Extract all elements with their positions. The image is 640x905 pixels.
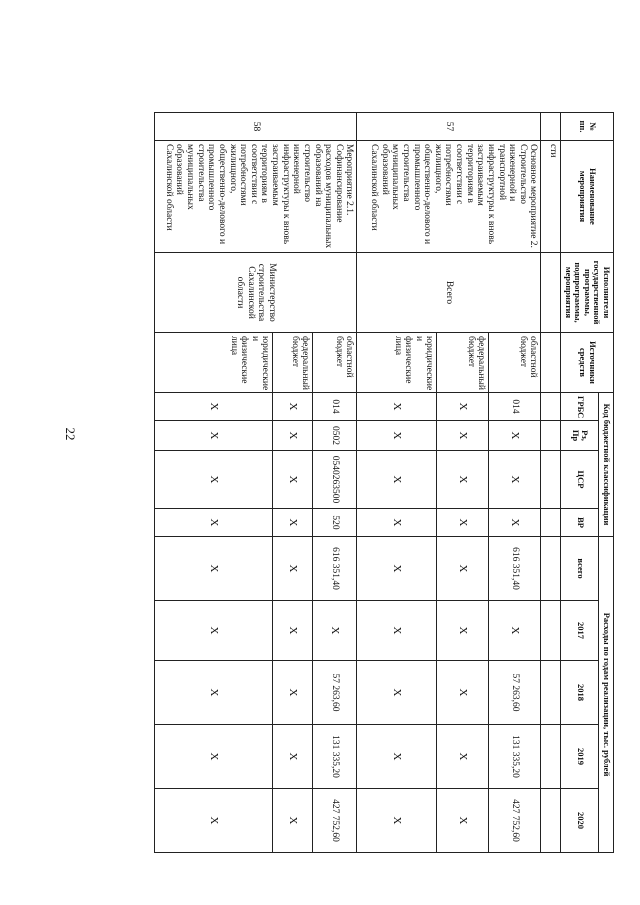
- cell-grbs: X: [273, 393, 313, 421]
- cell-rzpr: X: [489, 421, 541, 451]
- header-vr: ВР: [561, 509, 599, 537]
- cell-total: X: [437, 537, 489, 601]
- cell-rzpr: X: [155, 421, 273, 451]
- row-name: Основное мероприятие 2. Строительство инженерной и транспортной инфраструктуры к вновь застраиваемым территориям в соответствии с потребностями жилищного, общественно-делового и промышленного строительства муниципальных образований Сахалинской области: [357, 141, 541, 253]
- cell-csr: X: [489, 451, 541, 509]
- cell-2020: X: [155, 789, 273, 853]
- row-name: Мероприятие 2.1. Софинансирование расходов муниципальных образований на строительство инженерной инфраструктуры к вновь застраиваемым территориям в соответствии с потребностями жилищного, общественно-делового и промышленного строительства муниципальных образований Сахалинской области: [155, 141, 357, 253]
- row-source: областной бюджет: [489, 333, 541, 393]
- cell-2019: X: [437, 725, 489, 789]
- row-executor: Министерство строительства Сахалинской области: [155, 253, 357, 333]
- cell-2017: X: [155, 601, 273, 661]
- cell-grbs: X: [437, 393, 489, 421]
- cell-vr: X: [357, 509, 437, 537]
- row-number: 58: [155, 113, 357, 141]
- cell-2019: 131 335,20: [313, 725, 357, 789]
- continuation-text: сти: [541, 141, 561, 253]
- continuation-row: [541, 113, 561, 853]
- cell-vr: X: [437, 509, 489, 537]
- cell-total: 616 351,40: [489, 537, 541, 601]
- header-budget-code: Код бюджетной классификации: [599, 393, 614, 537]
- cell-2017: X: [357, 601, 437, 661]
- cell-vr: X: [489, 509, 541, 537]
- cell-csr: 0540263500: [313, 451, 357, 509]
- cell-csr: X: [357, 451, 437, 509]
- cell-2019: 131 335,20: [489, 725, 541, 789]
- cell-vr: 520: [313, 509, 357, 537]
- page-number: 22: [63, 427, 78, 441]
- row-source: федеральный бюджет: [437, 333, 489, 393]
- header-expenses: Расходы по годам реализации, тыс. рублей: [599, 537, 614, 853]
- cell-2018: X: [273, 661, 313, 725]
- header-2019: 2019: [561, 725, 599, 789]
- cell-total: 616 351,40: [313, 537, 357, 601]
- cell-2020: X: [273, 789, 313, 853]
- cell-2019: X: [155, 725, 273, 789]
- cell-2018: X: [155, 661, 273, 725]
- cell-total: X: [273, 537, 313, 601]
- cell-2018: 57 263,60: [313, 661, 357, 725]
- cell-2017: X: [489, 601, 541, 661]
- cell-rzpr: X: [437, 421, 489, 451]
- row-source: юридические и физические лица: [155, 333, 273, 393]
- row-source: областной бюджет: [313, 333, 357, 393]
- cell-rzpr: X: [273, 421, 313, 451]
- header-row-1: [599, 113, 614, 853]
- cell-csr: X: [155, 451, 273, 509]
- cell-2018: X: [437, 661, 489, 725]
- cell-2020: 427 752,60: [489, 789, 541, 853]
- header-total: всего: [561, 537, 599, 601]
- cell-2019: X: [357, 725, 437, 789]
- cell-grbs: 014: [313, 393, 357, 421]
- cell-2020: 427 752,60: [313, 789, 357, 853]
- cell-2018: 57 263,60: [489, 661, 541, 725]
- row-executor: Всего: [357, 253, 541, 333]
- cell-2020: X: [357, 789, 437, 853]
- row-source: федеральный бюджет: [273, 333, 313, 393]
- header-csr: ЦСР: [561, 451, 599, 509]
- header-grbs: ГРБС: [561, 393, 599, 421]
- cell-rzpr: X: [357, 421, 437, 451]
- header-source: Источники средств: [561, 333, 614, 393]
- cell-2018: X: [357, 661, 437, 725]
- cell-total: X: [155, 537, 273, 601]
- cell-total: X: [357, 537, 437, 601]
- cell-2017: X: [273, 601, 313, 661]
- cell-2017: X: [313, 601, 357, 661]
- cell-grbs: X: [155, 393, 273, 421]
- header-2020: 2020: [561, 789, 599, 853]
- table-row: [489, 113, 541, 853]
- budget-table: [154, 112, 614, 853]
- cell-grbs: X: [357, 393, 437, 421]
- header-2018: 2018: [561, 661, 599, 725]
- table-row: [313, 113, 357, 853]
- cell-csr: X: [437, 451, 489, 509]
- header-no: № пп.: [561, 113, 614, 141]
- row-source: юридические и физические лица: [357, 333, 437, 393]
- cell-grbs: 014: [489, 393, 541, 421]
- cell-2020: X: [437, 789, 489, 853]
- cell-rzpr: 0502: [313, 421, 357, 451]
- header-2017: 2017: [561, 601, 599, 661]
- cell-vr: X: [273, 509, 313, 537]
- header-name: Наименование мероприятия: [561, 141, 614, 253]
- cell-csr: X: [273, 451, 313, 509]
- cell-2017: X: [437, 601, 489, 661]
- header-executor: Исполнители государственной программы, подпрограммы, мероприятия: [561, 253, 614, 333]
- cell-2019: X: [273, 725, 313, 789]
- row-number: 57: [357, 113, 541, 141]
- cell-vr: X: [155, 509, 273, 537]
- header-rzpr: Рз, Пр: [561, 421, 599, 451]
- rotated-table-wrapper: [154, 112, 614, 852]
